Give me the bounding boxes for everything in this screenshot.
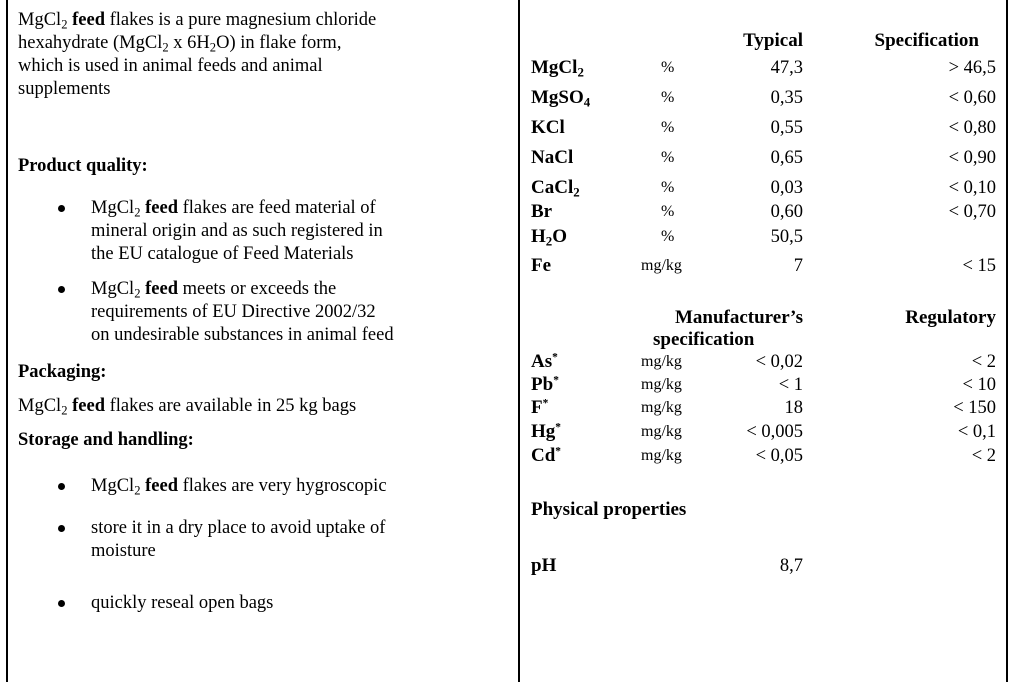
element-label: MgSO$_4$ [531, 87, 591, 110]
formula-text: MgCl [91, 476, 135, 496]
composition-row [0, 200, 1015, 224]
manufacturer-header: Manufacturer’s [674, 307, 803, 328]
manufacturer-header-cont: specification [653, 329, 755, 350]
composition-header [0, 29, 1015, 53]
composition-row [0, 146, 1015, 170]
regulatory-value: < 150 [953, 398, 996, 418]
intro-text: flakes is a pure magnesium chloride [104, 10, 377, 30]
regulatory-value: < 2 [971, 446, 996, 466]
contaminant-row [0, 350, 1015, 374]
element-label: F* [531, 397, 549, 418]
element-label: $H_2O$ [531, 226, 568, 249]
regulatory-value: < 2 [971, 352, 996, 372]
unit: mg/kg [641, 399, 682, 416]
unit: % [661, 119, 675, 136]
spec-value: < 0,80 [948, 118, 996, 138]
storage-heading: Storage and handling: [18, 430, 194, 450]
spec-value: < 0,60 [948, 88, 996, 108]
manufacturer-value: < 1 [778, 375, 803, 395]
regulatory-value: < 10 [962, 375, 996, 395]
brand-name: feed [72, 396, 105, 416]
subscript: 2 [162, 40, 169, 55]
unit: % [661, 203, 675, 220]
quality-bullet-2-line-3: on undesirable substances in animal feed [91, 325, 394, 345]
manufacturer-value: < 0,05 [755, 446, 803, 466]
subscript: 2 [134, 483, 141, 498]
subscript: 2 [134, 286, 141, 301]
manufacturer-value: 18 [784, 398, 803, 418]
element-label: As* [531, 351, 558, 372]
typical-value: 47,3 [770, 58, 803, 78]
typical-value: 0,35 [770, 88, 803, 108]
brand-name: feed [145, 476, 178, 496]
bullet-text: flakes are feed material of [182, 198, 376, 218]
element-label: Pb* [531, 374, 559, 395]
property-label: pH [531, 555, 557, 576]
subscript: 2 [61, 403, 68, 418]
contaminants-header-line-2 [0, 328, 1015, 352]
bullet-text: flakes are very hygroscopic [182, 476, 387, 496]
element-label: Cd* [531, 445, 561, 466]
unit: % [661, 228, 675, 245]
element-label: Hg* [531, 421, 561, 442]
manufacturer-value: < 0,005 [746, 422, 803, 442]
bullet-icon [58, 600, 65, 607]
quality-bullet-1-line-3: the EU catalogue of Feed Materials [91, 244, 354, 264]
physical-properties-heading-row [0, 498, 1015, 522]
subscript: 2 [209, 40, 217, 55]
physical-row [0, 554, 1015, 578]
spec-value: < 15 [962, 256, 996, 276]
spec-value: < 0,90 [948, 148, 996, 168]
intro-line-4: supplements [18, 79, 111, 99]
formula-text: MgCl [18, 10, 62, 30]
brand-name: feed [145, 198, 178, 218]
contaminant-row [0, 420, 1015, 444]
unit: mg/kg [641, 257, 682, 274]
packaging-heading: Packaging: [18, 362, 107, 382]
element-label: MgCl$_2$ [531, 57, 584, 80]
subscript: 2 [61, 17, 68, 32]
intro-line-3: which is used in animal feeds and animal [18, 56, 323, 76]
element-label: NaCl [531, 147, 574, 168]
packaging-detail: flakes are available in 25 kg bags [109, 396, 357, 416]
typical-value: 50,5 [770, 227, 803, 247]
composition-row [0, 254, 1015, 278]
typical-value: 7 [793, 256, 803, 276]
unit: % [661, 59, 675, 76]
storage-bullet-1 [91, 475, 387, 498]
contaminants-header [0, 306, 1015, 330]
intro-text: hexahydrate (MgCl [18, 33, 163, 53]
composition-row [0, 56, 1015, 80]
composition-row [0, 176, 1015, 200]
unit: % [661, 179, 675, 196]
quality-bullet-2-line-2: requirements of EU Directive 2002/32 [91, 302, 376, 322]
regulatory-header: Regulatory [905, 307, 996, 328]
typical-value: 0,60 [770, 202, 803, 222]
element-label: Br [531, 201, 553, 222]
typical-header: Typical [743, 30, 803, 51]
element-label: KCl [531, 117, 565, 138]
quality-bullet-1-line-2: mineral origin and as such registered in [91, 221, 383, 241]
contaminant-row [0, 444, 1015, 468]
element-label: CaCl$_2$ [531, 177, 580, 200]
storage-bullet-2-line-1: store it in a dry place to avoid uptake of [91, 518, 386, 538]
subscript: 2 [134, 205, 141, 220]
regulatory-value: < 0,1 [957, 422, 996, 442]
manufacturer-value: < 0,02 [755, 352, 803, 372]
intro-text: O) in flake form, [216, 33, 342, 53]
contaminant-row [0, 373, 1015, 397]
quality-bullet-2-line-1 [91, 278, 336, 301]
bullet-icon [58, 525, 65, 532]
bullet-icon [58, 286, 65, 293]
unit: mg/kg [641, 376, 682, 393]
unit: % [661, 89, 675, 106]
brand-name: feed [72, 10, 105, 30]
unit: mg/kg [641, 447, 682, 464]
composition-row [0, 86, 1015, 110]
typical-value: 0,65 [770, 148, 803, 168]
property-value: 8,7 [779, 556, 803, 576]
product-quality-heading: Product quality: [18, 156, 148, 176]
formula-text: MgCl [18, 396, 62, 416]
typical-value: 0,55 [770, 118, 803, 138]
physical-properties-heading: Physical properties [531, 499, 687, 520]
spec-value: < 0,10 [948, 178, 996, 198]
unit: % [661, 149, 675, 166]
bullet-icon [58, 483, 65, 490]
composition-row [0, 225, 1015, 249]
unit: mg/kg [641, 353, 682, 370]
bullet-text: meets or exceeds the [182, 279, 337, 299]
specification-header: Specification [874, 30, 979, 51]
element-label: Fe [531, 255, 552, 276]
typical-value: 0,03 [770, 178, 803, 198]
formula-text: MgCl [91, 279, 135, 299]
composition-row [0, 116, 1015, 140]
storage-bullet-3: quickly reseal open bags [91, 593, 274, 613]
formula-text: MgCl [91, 198, 135, 218]
contaminant-row [0, 396, 1015, 420]
unit: mg/kg [641, 423, 682, 440]
storage-bullet-2-line-2: moisture [91, 541, 156, 561]
intro-text: x 6H [168, 33, 210, 53]
spec-value: > 46,5 [948, 58, 996, 78]
spec-value: < 0,70 [948, 202, 996, 222]
brand-name: feed [145, 279, 178, 299]
